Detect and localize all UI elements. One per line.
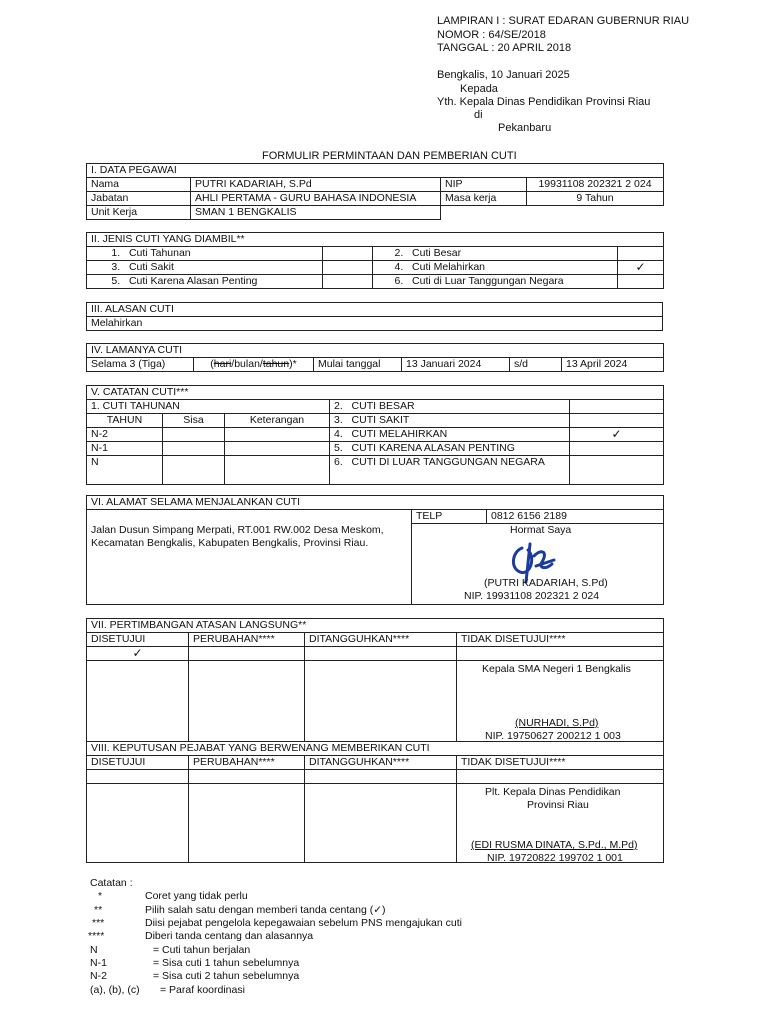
- note-text: = Paraf koordinasi: [160, 984, 245, 996]
- section-jenis-cuti: [86, 232, 664, 289]
- section8-title: VIII. KEPUTUSAN PEJABAT YANG BERWENANG MEMBERIKAN CUTI: [87, 742, 664, 756]
- note-text: = Cuti tahun berjalan: [153, 944, 251, 956]
- cuti-check-1[interactable]: [323, 247, 373, 261]
- catatan-right-4: 5. CUTI KARENA ALASAN PENTING: [330, 442, 570, 456]
- note-text: Diberi tanda centang dan alasannya: [145, 930, 314, 942]
- mulai-value: 13 Januari 2024: [402, 358, 510, 372]
- col-tidak-disetujui: TIDAK DISETUJUI****: [457, 756, 664, 770]
- perubahan-check[interactable]: [189, 647, 305, 661]
- city-text: Pekanbaru: [498, 122, 552, 134]
- cuti-check-3[interactable]: [323, 261, 373, 275]
- table-row: N-2: [87, 428, 163, 442]
- section1-title: I. DATA PEGAWAI: [87, 164, 664, 178]
- jabatan-value: AHLI PERTAMA - GURU BAHASA INDONESIA: [191, 192, 441, 206]
- cuti-option-2: 2. Cuti Besar: [373, 247, 618, 261]
- unit-value: SMAN 1 BENGKALIS: [191, 206, 441, 220]
- pejabat-nip: NIP. 19720822 199702 1 001: [487, 852, 623, 863]
- cuti-check-2[interactable]: [618, 247, 664, 261]
- signer-name: (PUTRI KADARIAH, S.Pd): [484, 577, 608, 589]
- cuti-option-5: 5. Cuti Karena Alasan Penting: [87, 275, 323, 289]
- notes-title: Catatan :: [90, 877, 133, 889]
- perubahan-check-2[interactable]: [189, 770, 305, 784]
- pejabat-title-1: Plt. Kepala Dinas Pendidikan: [485, 786, 621, 798]
- note-key: N-1: [90, 957, 107, 969]
- col-disetujui: DISETUJUI: [87, 633, 189, 647]
- note-key: (a), (b), (c): [90, 984, 140, 996]
- table-row: N-1: [87, 442, 163, 456]
- atasan-signature: [457, 661, 664, 742]
- kepada-text: Kepada: [460, 83, 498, 95]
- unit-label: Unit Kerja: [87, 206, 191, 220]
- note-key: N: [90, 944, 98, 956]
- ditangguhkan-check[interactable]: [305, 647, 457, 661]
- col-ditangguhkan: DITANGGUHKAN****: [305, 756, 457, 770]
- cuti-option-1: 1. Cuti Tahunan: [87, 247, 323, 261]
- section5-title: V. CATATAN CUTI***: [87, 386, 664, 400]
- atasan-name: (NURHADI, S.Pd): [515, 717, 599, 729]
- nama-value: PUTRI KADARIAH, S.Pd: [191, 178, 441, 192]
- section-catatan-cuti: [86, 385, 664, 485]
- col-perubahan: PERUBAHAN****: [189, 633, 305, 647]
- note-key: ****: [88, 930, 105, 942]
- cuti-check-4[interactable]: ✓: [618, 261, 664, 275]
- section-pertimbangan: [86, 618, 664, 863]
- note-text: = Sisa cuti 2 tahun sebelumnya: [153, 970, 300, 982]
- atasan-nip: NIP. 19750627 200212 1 003: [485, 730, 621, 742]
- pejabat-signature: [457, 784, 664, 863]
- hormat-text: Hormat Saya: [510, 524, 572, 536]
- cuti-check-5[interactable]: [323, 275, 373, 289]
- lampiran-text: LAMPIRAN I : SURAT EDARAN GUBERNUR RIAU: [437, 15, 690, 27]
- note-key: *: [98, 890, 103, 902]
- table-row: N: [87, 456, 163, 485]
- nomor-text: NOMOR : 64/SE/2018: [437, 29, 546, 41]
- col-sisa: Sisa: [163, 414, 225, 428]
- nip-label: NIP: [441, 178, 527, 192]
- form-title: FORMULIR PERMINTAAN DAN PEMBERIAN CUTI: [262, 150, 517, 162]
- tidak-disetujui-check[interactable]: [457, 647, 664, 661]
- telp-value: 0812 6156 2189: [487, 510, 664, 524]
- section7-title: VII. PERTIMBANGAN ATASAN LANGSUNG**: [87, 619, 664, 633]
- section-alasan-cuti: [86, 302, 663, 331]
- duration-value: Selama 3 (Tiga): [87, 358, 194, 372]
- place-date: Bengkalis, 10 Januari 2025: [437, 69, 570, 81]
- alamat-value: Jalan Dusun Simpang Merpati, RT.001 RW.002 Desa Meskom, Kecamatan Bengkalis, Kabupaten Bengkalis, Provinsi Riau.: [87, 510, 412, 605]
- note-key: ***: [92, 917, 105, 929]
- nama-label: Nama: [87, 178, 191, 192]
- col-ditangguhkan: DITANGGUHKAN****: [305, 633, 457, 647]
- col-tahun: TAHUN: [87, 414, 163, 428]
- section-lamanya-cuti: [86, 343, 664, 372]
- catatan-check-melahirkan[interactable]: ✓: [570, 428, 664, 442]
- duration-unit: (hari/bulan/tahun)*: [194, 358, 314, 372]
- cuti-tahunan-label: 1. CUTI TAHUNAN: [87, 400, 330, 414]
- catatan-right-2: 3. CUTI SAKIT: [330, 414, 570, 428]
- nip-value: 19931108 202321 2 024: [527, 178, 664, 192]
- tanggal-text: TANGGAL : 20 APRIL 2018: [437, 42, 572, 54]
- disetujui-check[interactable]: ✓: [87, 647, 189, 661]
- catatan-right-5: 6. CUTI DI LUAR TANGGUNGAN NEGARA: [330, 456, 570, 485]
- recipient: Yth. Kepala Dinas Pendidikan Provinsi Riau: [437, 96, 651, 108]
- col-keterangan: Keterangan: [225, 414, 330, 428]
- ditangguhkan-check-2[interactable]: [305, 770, 457, 784]
- cuti-option-4: 4. Cuti Melahirkan: [373, 261, 618, 275]
- jabatan-label: Jabatan: [87, 192, 191, 206]
- pejabat-name: (EDI RUSMA DINATA, S.Pd., M.Pd): [471, 839, 638, 851]
- di-text: di: [474, 109, 483, 121]
- section4-title: IV. LAMANYA CUTI: [87, 344, 664, 358]
- note-key: **: [94, 904, 103, 916]
- col-tidak-disetujui: TIDAK DISETUJUI****: [457, 633, 664, 647]
- section-data-pegawai: [86, 163, 664, 220]
- cuti-option-6: 6. Cuti di Luar Tanggungan Negara: [373, 275, 618, 289]
- atasan-title: Kepala SMA Negeri 1 Bengkalis: [482, 663, 631, 675]
- signer-nip: NIP. 19931108 202321 2 024: [464, 590, 600, 602]
- pejabat-title-2: Provinsi Riau: [527, 799, 589, 811]
- sd-label: s/d: [510, 358, 562, 372]
- masa-value: 9 Tahun: [527, 192, 664, 206]
- note-text: = Sisa cuti 1 tahun sebelumnya: [153, 957, 300, 969]
- alasan-value: Melahirkan: [87, 317, 663, 331]
- note-text: Coret yang tidak perlu: [145, 890, 248, 902]
- tidak-disetujui-check-2[interactable]: [457, 770, 664, 784]
- section2-title: II. JENIS CUTI YANG DIAMBIL**: [87, 233, 664, 247]
- note-text: Pilih salah satu dengan memberi tanda centang (✓): [145, 904, 386, 916]
- mulai-label: Mulai tanggal: [314, 358, 402, 372]
- cuti-option-3: 3. Cuti Sakit: [87, 261, 323, 275]
- catatan-right-3: 4. CUTI MELAHIRKAN: [330, 428, 570, 442]
- col-disetujui: DISETUJUI: [87, 756, 189, 770]
- note-text: Diisi pejabat pengelola kepegawaian sebelum PNS mengajukan cuti: [145, 917, 462, 929]
- section3-title: III. ALASAN CUTI: [87, 303, 663, 317]
- section-alamat: [86, 495, 664, 605]
- col-perubahan: PERUBAHAN****: [189, 756, 305, 770]
- sampai-value: 13 April 2024: [562, 358, 664, 372]
- masa-label: Masa kerja: [441, 192, 527, 206]
- cuti-check-6[interactable]: [618, 275, 664, 289]
- catatan-right-1: 2. CUTI BESAR: [330, 400, 570, 414]
- note-key: N-2: [90, 970, 107, 982]
- disetujui-check-2[interactable]: [87, 770, 189, 784]
- telp-label: TELP: [412, 510, 487, 524]
- signature-block: [412, 524, 664, 605]
- section6-title: VI. ALAMAT SELAMA MENJALANKAN CUTI: [87, 496, 664, 510]
